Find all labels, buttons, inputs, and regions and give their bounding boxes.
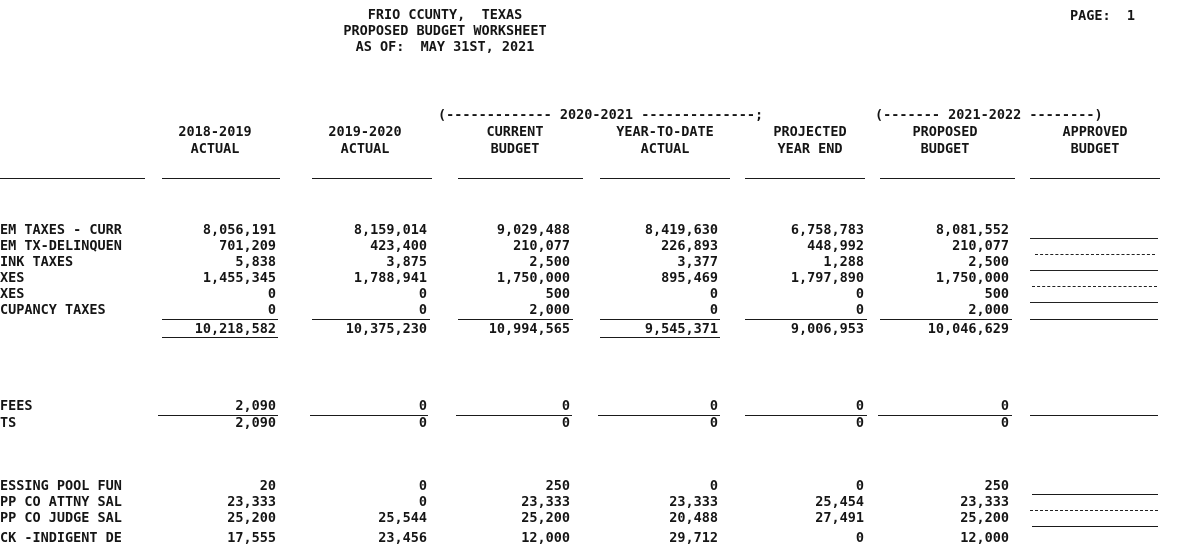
header-rule (880, 178, 1015, 179)
col-header-line2: ACTUAL (340, 141, 390, 157)
subtotal-rule (745, 319, 867, 320)
row-label: INK TAXES (0, 254, 74, 270)
value-ytd-actual: 895,469 (661, 270, 718, 286)
value-ytd-actual: 29,712 (669, 530, 718, 546)
approved-blank (1030, 319, 1158, 320)
value-2019-2020: 0 (418, 478, 427, 494)
value-current-budget: 210,077 (513, 238, 570, 254)
value-2018-2019: 25,200 (227, 510, 276, 526)
value-2018-2019: 0 (267, 302, 276, 318)
header-rule (162, 178, 280, 179)
value-current-budget: 9,029,488 (496, 222, 570, 238)
value-current-budget: 250 (545, 478, 570, 494)
value-proposed: 2,500 (968, 254, 1009, 270)
approved-blank (1032, 286, 1157, 287)
col-header-line1: CURRENT (486, 124, 544, 140)
col-header-line2: YEAR END (777, 141, 843, 157)
group-header-2020-2021: (------------- 2020-2021 --------------; (438, 107, 764, 123)
total-projected: 9,006,953 (790, 321, 864, 337)
row-label: XES (0, 286, 25, 302)
value-2019-2020: 0 (418, 398, 427, 414)
col-header-line2: ACTUAL (640, 141, 690, 157)
total-2019-2020: 10,375,230 (345, 321, 427, 337)
value-projected: 6,758,783 (790, 222, 864, 238)
row-label: ESSING POOL FUN (0, 478, 122, 494)
approved-blank (1032, 494, 1158, 495)
value-current-budget: 0 (561, 398, 570, 414)
value-2019-2020: 423,400 (370, 238, 427, 254)
total-current-budget: 0 (561, 415, 570, 431)
approved-blank (1035, 254, 1155, 255)
col-header-line1: PROPOSED (912, 124, 978, 140)
subtotal-rule (458, 319, 573, 320)
row-label: CUPANCY TAXES (0, 302, 106, 318)
col-header-ytd-actual (590, 124, 740, 158)
value-projected: 27,491 (815, 510, 864, 526)
total-proposed: 10,046,629 (927, 321, 1009, 337)
value-proposed: 12,000 (960, 530, 1009, 546)
value-2019-2020: 0 (418, 494, 427, 510)
col-header-current-budget (450, 124, 580, 158)
total-2018-2019: 2,090 (235, 415, 276, 431)
value-projected: 0 (855, 398, 864, 414)
total-rule (600, 337, 720, 338)
value-ytd-actual: 0 (709, 398, 718, 414)
page-label: PAGE: (1070, 8, 1111, 24)
value-2018-2019: 1,455,345 (202, 270, 276, 286)
value-2019-2020: 3,875 (386, 254, 427, 270)
col-header-line1: 2019-2020 (328, 124, 402, 140)
value-2018-2019: 701,209 (219, 238, 276, 254)
value-current-budget: 25,200 (521, 510, 570, 526)
as-of-date: AS OF: MAY 31ST, 2021 (355, 39, 535, 55)
value-2018-2019: 8,056,191 (202, 222, 276, 238)
value-ytd-actual: 20,488 (669, 510, 718, 526)
header-rule (600, 178, 730, 179)
value-current-budget: 2,000 (529, 302, 570, 318)
value-ytd-actual: 0 (709, 302, 718, 318)
col-header-line2: BUDGET (1070, 141, 1120, 157)
row-label: EM TAXES - CURR (0, 222, 122, 238)
value-2019-2020: 0 (418, 302, 427, 318)
value-current-budget: 500 (545, 286, 570, 302)
value-2019-2020: 0 (418, 286, 427, 302)
value-current-budget: 2,500 (529, 254, 570, 270)
value-ytd-actual: 3,377 (677, 254, 718, 270)
value-proposed: 500 (984, 286, 1009, 302)
value-proposed: 0 (1000, 398, 1009, 414)
value-ytd-actual: 226,893 (661, 238, 718, 254)
value-2018-2019: 17,555 (227, 530, 276, 546)
approved-blank (1030, 510, 1158, 511)
approved-blank (1030, 302, 1158, 303)
col-header-line1: PROJECTED (773, 124, 847, 140)
value-ytd-actual: 0 (709, 286, 718, 302)
subtotal-rule (312, 319, 430, 320)
county-title: FRIO CCUNTY, TEXAS (367, 7, 523, 23)
row-label: FEES (0, 398, 33, 414)
value-projected: 0 (855, 302, 864, 318)
col-header-line1: 2018-2019 (178, 124, 252, 140)
col-header-line2: ACTUAL (190, 141, 240, 157)
total-proposed: 0 (1000, 415, 1009, 431)
page-number: 1 (1126, 8, 1136, 24)
value-2018-2019: 23,333 (227, 494, 276, 510)
col-header-2019-2020 (300, 124, 430, 158)
value-projected: 1,288 (823, 254, 864, 270)
header-rule (312, 178, 432, 179)
approved-blank (1030, 415, 1158, 416)
value-proposed: 250 (984, 478, 1009, 494)
row-label: TS (0, 415, 17, 431)
col-header-line2: BUDGET (490, 141, 540, 157)
value-current-budget: 1,750,000 (496, 270, 570, 286)
value-2019-2020: 1,788,941 (353, 270, 427, 286)
value-projected: 0 (855, 286, 864, 302)
row-label: EM TX-DELINQUEN (0, 238, 122, 254)
approved-blank (1030, 238, 1158, 239)
value-projected: 25,454 (815, 494, 864, 510)
header-rule (745, 178, 865, 179)
value-projected: 448,992 (807, 238, 864, 254)
value-2018-2019: 0 (267, 286, 276, 302)
value-proposed: 25,200 (960, 510, 1009, 526)
subtotal-rule (600, 319, 720, 320)
header-rule (1030, 178, 1160, 179)
col-header-line1: YEAR-TO-DATE (616, 124, 714, 140)
header-rule (0, 178, 145, 179)
row-label: PP CO ATTNY SAL (0, 494, 122, 510)
total-current-budget: 10,994,565 (488, 321, 570, 337)
value-projected: 0 (855, 530, 864, 546)
total-2018-2019: 10,218,582 (194, 321, 276, 337)
row-label: CK -INDIGENT DE (0, 530, 122, 546)
worksheet-title: PROPOSED BUDGET WORKSHEET (343, 23, 547, 39)
header-rule (458, 178, 583, 179)
value-2018-2019: 2,090 (235, 398, 276, 414)
approved-blank (1030, 270, 1158, 271)
total-rule (162, 337, 278, 338)
value-ytd-actual: 0 (709, 478, 718, 494)
group-header-2021-2022: (------- 2021-2022 --------) (875, 107, 1103, 123)
value-proposed: 210,077 (952, 238, 1009, 254)
col-header-proposed (880, 124, 1010, 158)
value-current-budget: 23,333 (521, 494, 570, 510)
value-ytd-actual: 8,419,630 (644, 222, 718, 238)
subtotal-rule (880, 319, 1012, 320)
value-projected: 0 (855, 478, 864, 494)
row-label: XES (0, 270, 25, 286)
value-2019-2020: 8,159,014 (353, 222, 427, 238)
col-header-approved (1030, 124, 1160, 158)
total-2019-2020: 0 (418, 415, 427, 431)
col-header-line2: BUDGET (920, 141, 970, 157)
value-proposed: 1,750,000 (935, 270, 1009, 286)
value-proposed: 2,000 (968, 302, 1009, 318)
value-proposed: 8,081,552 (935, 222, 1009, 238)
approved-blank (1032, 526, 1158, 527)
row-label: PP CO JUDGE SAL (0, 510, 122, 526)
col-header-line1: APPROVED (1062, 124, 1128, 140)
value-2018-2019: 20 (259, 478, 276, 494)
value-current-budget: 12,000 (521, 530, 570, 546)
col-header-2018-2019 (150, 124, 280, 158)
col-header-projected (745, 124, 875, 158)
value-2019-2020: 23,456 (378, 530, 427, 546)
value-proposed: 23,333 (960, 494, 1009, 510)
page-indicator (1070, 8, 1135, 24)
subtotal-rule (162, 319, 278, 320)
value-2018-2019: 5,838 (235, 254, 276, 270)
value-2019-2020: 25,544 (378, 510, 427, 526)
total-ytd-actual: 9,545,371 (644, 321, 718, 337)
total-ytd-actual: 0 (709, 415, 718, 431)
value-projected: 1,797,890 (790, 270, 864, 286)
total-projected: 0 (855, 415, 864, 431)
value-ytd-actual: 23,333 (669, 494, 718, 510)
